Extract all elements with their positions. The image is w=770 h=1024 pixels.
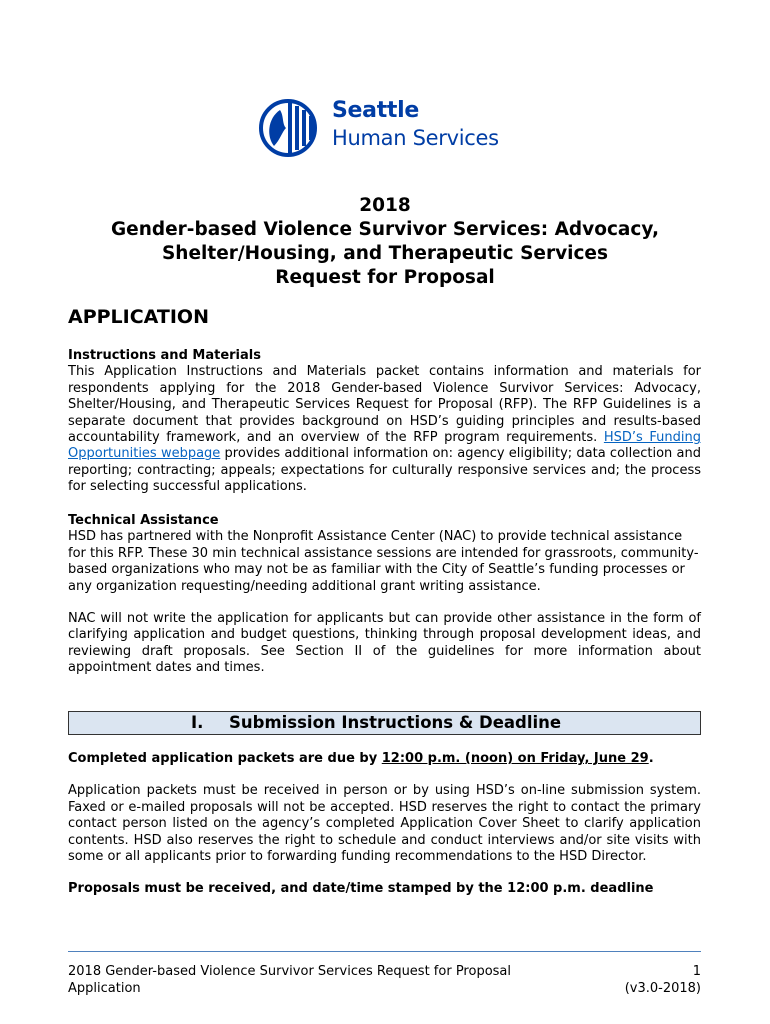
due-prefix: Completed application packets are due by: [68, 751, 382, 766]
seattle-human-services-logo: [258, 96, 518, 160]
title-year: 2018: [359, 195, 411, 216]
technical-assistance-section: [68, 513, 701, 677]
due-date-line: [68, 751, 701, 767]
technical-heading: Technical Assistance: [68, 513, 219, 528]
due-date: 12:00 p.m. (noon) on Friday, June 29: [381, 751, 649, 766]
title-line-4: Request for Proposal: [275, 267, 495, 288]
submission-section: [68, 751, 701, 898]
footer-version: (v3.0-2018): [624, 981, 701, 996]
footer-document-subtitle: Application: [68, 981, 141, 996]
footer-divider: [68, 951, 701, 952]
footer-page-number: 1: [692, 964, 701, 979]
title-line-3: Shelter/Housing, and Therapeutic Services: [161, 243, 608, 264]
section-1-title: Submission Instructions & Deadline: [229, 713, 562, 732]
instructions-paragraph: [68, 364, 701, 495]
funding-opportunities-link[interactable]: HSD’s Funding Opportunities webpage: [68, 430, 701, 462]
deadline-bold-line: Proposals must be received, and date/time stamped by the 12:00 p.m. deadline: [68, 881, 654, 897]
logo-line-human-services: Human Services: [332, 126, 499, 150]
section-1-number: I.: [191, 713, 204, 732]
footer-left: [68, 963, 511, 997]
instructions-section: [68, 348, 701, 496]
application-heading: APPLICATION: [68, 306, 209, 328]
seattle-logo-icon: [258, 96, 324, 160]
technical-paragraph-2: NAC will not write the application for applicants but can provide other assistance in the form of clarifying application and budget questions, thinking through proposal development ideas, and reviewing draft proposals. See Section II of the guidelines for more information about appointment dates and times.: [68, 611, 701, 676]
instructions-heading: Instructions and Materials: [68, 348, 261, 363]
title-line-2: Gender-based Violence Survivor Services: Advocacy,: [110, 219, 660, 240]
footer-right: [625, 963, 701, 997]
due-suffix: .: [648, 751, 654, 766]
instructions-text-2: provides additional information on: agency eligibility; data collection and reporting; contracting; appeals; expectations for culturally responsive services and; the process for selecting successful applications.: [68, 446, 701, 495]
technical-paragraph-1: HSD has partnered with the Nonprofit Assistance Center (NAC) to provide technical assistance for this RFP. These 30 min technical assistance sessions are intended for grassroots, community-based organizations who may not be as familiar with the City of Seattle’s funding processes or any organization requesting/needing additional grant writing assistance.: [68, 529, 699, 594]
section-1-header: [68, 711, 701, 735]
submission-paragraph: Application packets must be received in person or by using HSD’s on-line submission system. Faxed or e-mailed proposals will not be accepted. HSD reserves the right to contact the primary contact person listed on the agency’s completed Application Cover Sheet to clarify application contents. HSD also reserves the right to schedule and conduct interviews and/or site visits with some or all applicants prior to forwarding funding recommendations to the HSD Director.: [68, 783, 701, 865]
instructions-text-1: This Application Instructions and Materials packet contains information and materials for respondents applying for the 2018 Gender-based Violence Survivor Services: Advocacy, Shelter/Housing, and Therapeutic Services Request for Proposal (RFP). The RFP Guidelines is a separate document that provides background on HSD’s guiding principles and results-based accountability framework, and an overview of the RFP program requirements.: [68, 364, 701, 446]
footer-document-title: 2018 Gender-based Violence Survivor Services Request for Proposal: [68, 964, 511, 979]
logo-line-seattle: Seattle: [332, 98, 420, 123]
